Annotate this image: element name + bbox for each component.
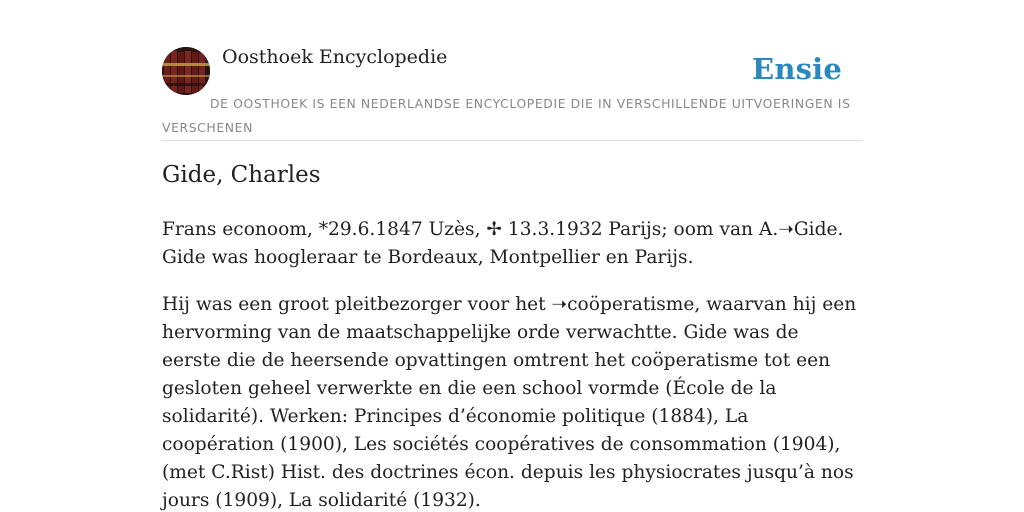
brand-logo[interactable]: Ensie — [752, 52, 842, 86]
article-paragraph: Frans econoom, *29.6.1847 Uzès, ✢ 13.3.1932 Parijs; oom van A.➝Gide. Gide was hoogleraar te Bordeaux, Montpellier en Parijs. — [162, 219, 844, 268]
site-name[interactable]: Oosthoek Encyclopedie — [222, 46, 448, 68]
article-body — [162, 216, 862, 512]
article-title: Gide, Charles — [162, 162, 321, 188]
article-paragraph: Hij was een groot pleitbezorger voor het ➝coöperatisme, waarvan hij een hervorming van de maatschappelijke orde verwachtte. Gide was de eerste die de heersende opvattingen omtrent het coöperatisme tot een gesloten geheel verwerkte en die een school vormde (École de la solidarité). Werken: Principes d’économie politique (1884), La coopération (1900), Les sociétés coopératives de consommation (1904), (met C.Rist) Hist. des doctrines écon. depuis les physiocrates jusqu’à nos jours (1909), La solidarité (1932). — [162, 294, 857, 511]
site-tagline: DE OOSTHOEK IS EEN NEDERLANDSE ENCYCLOPEDIE DIE IN VERSCHILLENDE UITVOERINGEN IS VERSCHENEN — [162, 96, 851, 135]
header — [162, 44, 862, 141]
encyclopedia-books-icon[interactable] — [162, 47, 210, 95]
